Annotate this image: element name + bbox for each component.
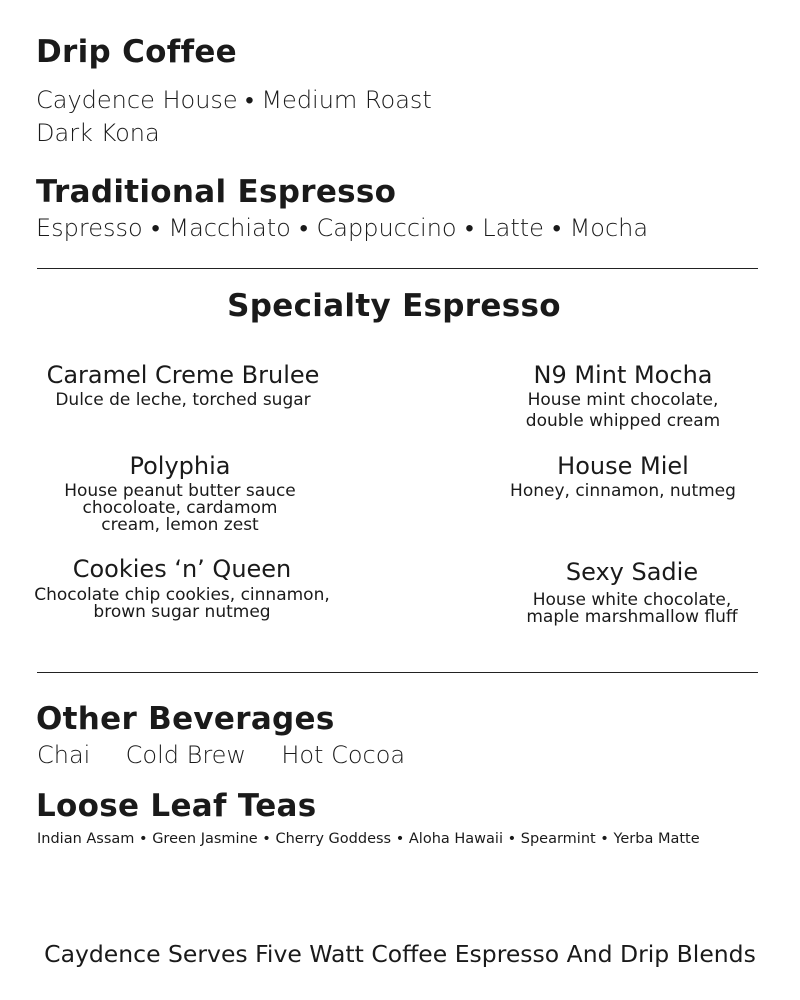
specialty-item-house-miel: [453, 452, 793, 500]
specialty-item-desc: double whipped cream: [525, 411, 721, 431]
other-beverage-chai: Chai: [37, 741, 91, 769]
specialty-item-sexy-sadie: [462, 558, 800, 626]
specialty-item-desc: Dulce de leche, torched sugar: [55, 390, 311, 410]
specialty-item-desc: cream, lemon zest: [101, 515, 259, 535]
specialty-item-name: N9 Mint Mocha: [533, 361, 713, 389]
footer-note: Caydence Serves Five Watt Coffee Espresso And Drip Blends: [44, 940, 756, 968]
specialty-item-polyphia: [10, 452, 350, 534]
other-beverages-heading: Other Beverages: [36, 701, 335, 737]
specialty-item-name: Cookies ‘n’ Queen: [72, 555, 292, 583]
traditional-espresso-items: Espresso • Macchiato • Cappuccino • Latte • Mocha: [36, 214, 649, 242]
specialty-item-name: Caramel Creme Brulee: [46, 361, 320, 389]
specialty-item-desc: brown sugar nutmeg: [93, 602, 271, 622]
specialty-item-name: Sexy Sadie: [565, 558, 699, 586]
specialty-item-desc: Honey, cinnamon, nutmeg: [510, 481, 736, 501]
specialty-item-desc: House white chocolate,: [532, 590, 732, 610]
other-beverages-items: [37, 741, 405, 769]
traditional-espresso-heading: Traditional Espresso: [36, 174, 397, 210]
drip-coffee-line-1: Caydence House • Medium Roast: [36, 86, 432, 114]
other-beverage-cold-brew: Cold Brew: [125, 741, 247, 769]
other-beverage-hot-cocoa: Hot Cocoa: [281, 741, 406, 769]
specialty-item-desc: House peanut butter sauce: [64, 481, 296, 501]
divider-top: [37, 268, 758, 269]
specialty-item-desc: Chocolate chip cookies, cinnamon,: [34, 585, 330, 605]
specialty-item-desc: House mint chocolate,: [527, 390, 719, 410]
specialty-item-desc: chocoloate, cardamom: [82, 498, 278, 518]
specialty-espresso-heading: Specialty Espresso: [227, 288, 561, 324]
loose-leaf-teas-heading: Loose Leaf Teas: [36, 788, 317, 824]
drip-coffee-line-2: Dark Kona: [36, 119, 160, 147]
specialty-item-cookies-n-queen: [7, 555, 357, 621]
drip-coffee-heading: Drip Coffee: [36, 34, 238, 70]
specialty-item-caramel-creme-brulee: [13, 361, 353, 409]
loose-leaf-teas-items: Indian Assam • Green Jasmine • Cherry Goddess • Aloha Hawaii • Spearmint • Yerba Matte: [37, 831, 700, 847]
divider-bottom: [37, 672, 758, 673]
specialty-item-name: Polyphia: [129, 452, 231, 480]
specialty-item-desc: maple marshmallow fluff: [526, 607, 738, 627]
specialty-item-n9-mint-mocha: [453, 361, 793, 430]
specialty-item-name: House Miel: [557, 452, 689, 480]
